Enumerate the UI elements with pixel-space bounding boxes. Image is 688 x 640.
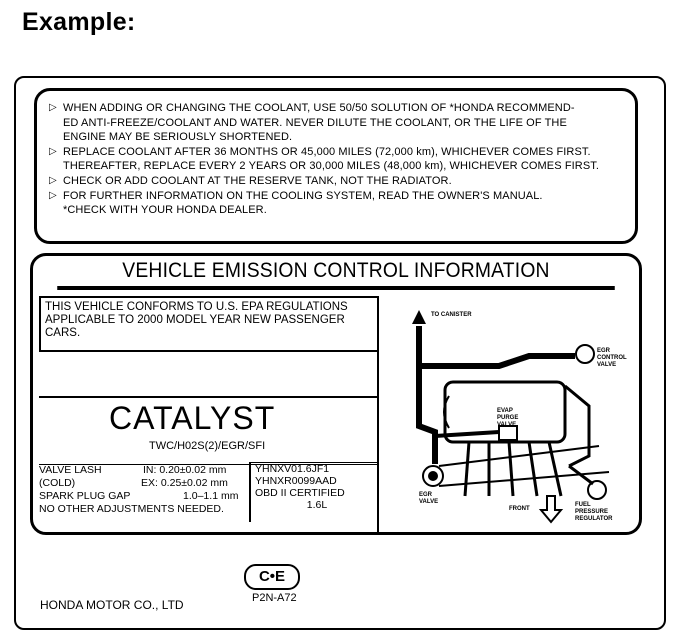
diagram-label-line: CONTROL (597, 355, 627, 361)
egr-valve-label (419, 492, 438, 506)
vacuum-hose-diagram (377, 296, 641, 532)
no-other-adjustments: NO OTHER ADJUSTMENTS NEEDED. (39, 503, 224, 515)
manufacturer-name: HONDA MOTOR CO., LTD (40, 598, 184, 612)
egr-control-valve-label (597, 348, 627, 369)
coolant-notice-line: ED ANTI-FREEZE/COOLANT AND WATER. NEVER DILUTE THE COOLANT, OR THE LIFE OF THE (63, 116, 567, 129)
front-arrow-icon (541, 496, 561, 522)
cold-label: (COLD) (39, 477, 76, 489)
diagram-label-line: VALVE (497, 422, 517, 428)
egr-valve-hose (419, 416, 435, 464)
veci-left-column (37, 296, 381, 526)
diagram-label-line: EVAP (497, 408, 513, 414)
part-code: P2N-A72 (252, 592, 297, 604)
spark-plug-gap-label: SPARK PLUG GAP (39, 490, 131, 502)
evap-purge-valve-label (497, 408, 518, 429)
diagram-label-line: PURGE (497, 415, 519, 421)
diagram-label-line: EGR (419, 492, 433, 498)
up-arrow-icon (412, 310, 426, 324)
coolant-notice-line: ▷ FOR FURTHER INFORMATION ON THE COOLING SYSTEM, READ THE OWNER'S MANUAL. (49, 189, 627, 204)
fuel-pressure-regulator-label (575, 502, 612, 523)
coolant-notice-line: ENGINE MAY BE SERIOUSLY SHORTENED. (63, 131, 293, 144)
coolant-notice (34, 88, 638, 244)
coolant-notice-line: *CHECK WITH YOUR HONDA DEALER. (63, 204, 267, 217)
engine-displacement: 1.6L (306, 499, 328, 511)
catalyst-text: CATALYST (109, 400, 276, 436)
page-heading: Example: (22, 8, 136, 36)
catalyst-section (39, 396, 379, 465)
coolant-notice-line: ▷ REPLACE COOLANT AFTER 36 MONTHS OR 45,000 MILES (72,000 km), WHICHEVER COMES FIRST. (49, 145, 627, 160)
coolant-notice-line: ▷ WHEN ADDING OR CHANGING THE COOLANT, USE 50/50 SOLUTION OF *HONDA RECOMMEND- (49, 101, 627, 116)
diagram-label-line: VALVE (419, 499, 439, 505)
spark-plug-gap-value: 1.0–1.1 mm (183, 490, 239, 502)
ce-mark: C•E (244, 564, 300, 590)
veci-panel (30, 253, 642, 535)
to-canister-label: TO CANISTER (431, 312, 472, 318)
conformity-statement: THIS VEHICLE CONFORMS TO U.S. EPA REGULATIONS APPLICABLE TO 2000 MODEL YEAR NEW PASSENGER CARS. (39, 296, 379, 352)
egr-control-hose (419, 356, 575, 366)
emission-family: TWC/H02S(2)/EGR/SFI (149, 440, 266, 452)
coolant-notice-line: ▷ CHECK OR ADD COOLANT AT THE RESERVE TANK, NOT THE RADIATOR. (49, 174, 627, 189)
engine-family-box (249, 462, 379, 522)
veci-title: VEHICLE EMISSION CONTROL INFORMATION (57, 256, 615, 290)
diagram-label-line: EGR (597, 348, 611, 354)
coolant-notice-list (37, 91, 635, 218)
tune-up-specs (39, 464, 247, 522)
intake-lash-value: IN: 0.20±0.02 mm (143, 464, 227, 476)
diagram-label-line: REGULATOR (575, 516, 613, 522)
egr-control-valve-icon (576, 345, 594, 363)
valve-lash-label: VALVE LASH (39, 464, 102, 476)
diagram-label-line: PRESSURE (575, 509, 609, 515)
diagram-label-line: FUEL (575, 502, 591, 508)
front-label: FRONT (509, 506, 530, 512)
exhaust-lash-value: EX: 0.25±0.02 mm (141, 477, 228, 489)
engine-code-2: YHNXR0099AAD (255, 475, 337, 487)
obd-certified: OBD II CERTIFIED (255, 487, 345, 499)
coolant-notice-line: THEREAFTER, REPLACE EVERY 2 YEARS OR 30,000 MILES (48,000 km), WHICHEVER COMES FIRST. (63, 160, 600, 173)
engine-code-1: YHNXV01.6JF1 (255, 463, 330, 475)
diagram-label-line: VALVE (597, 362, 617, 368)
